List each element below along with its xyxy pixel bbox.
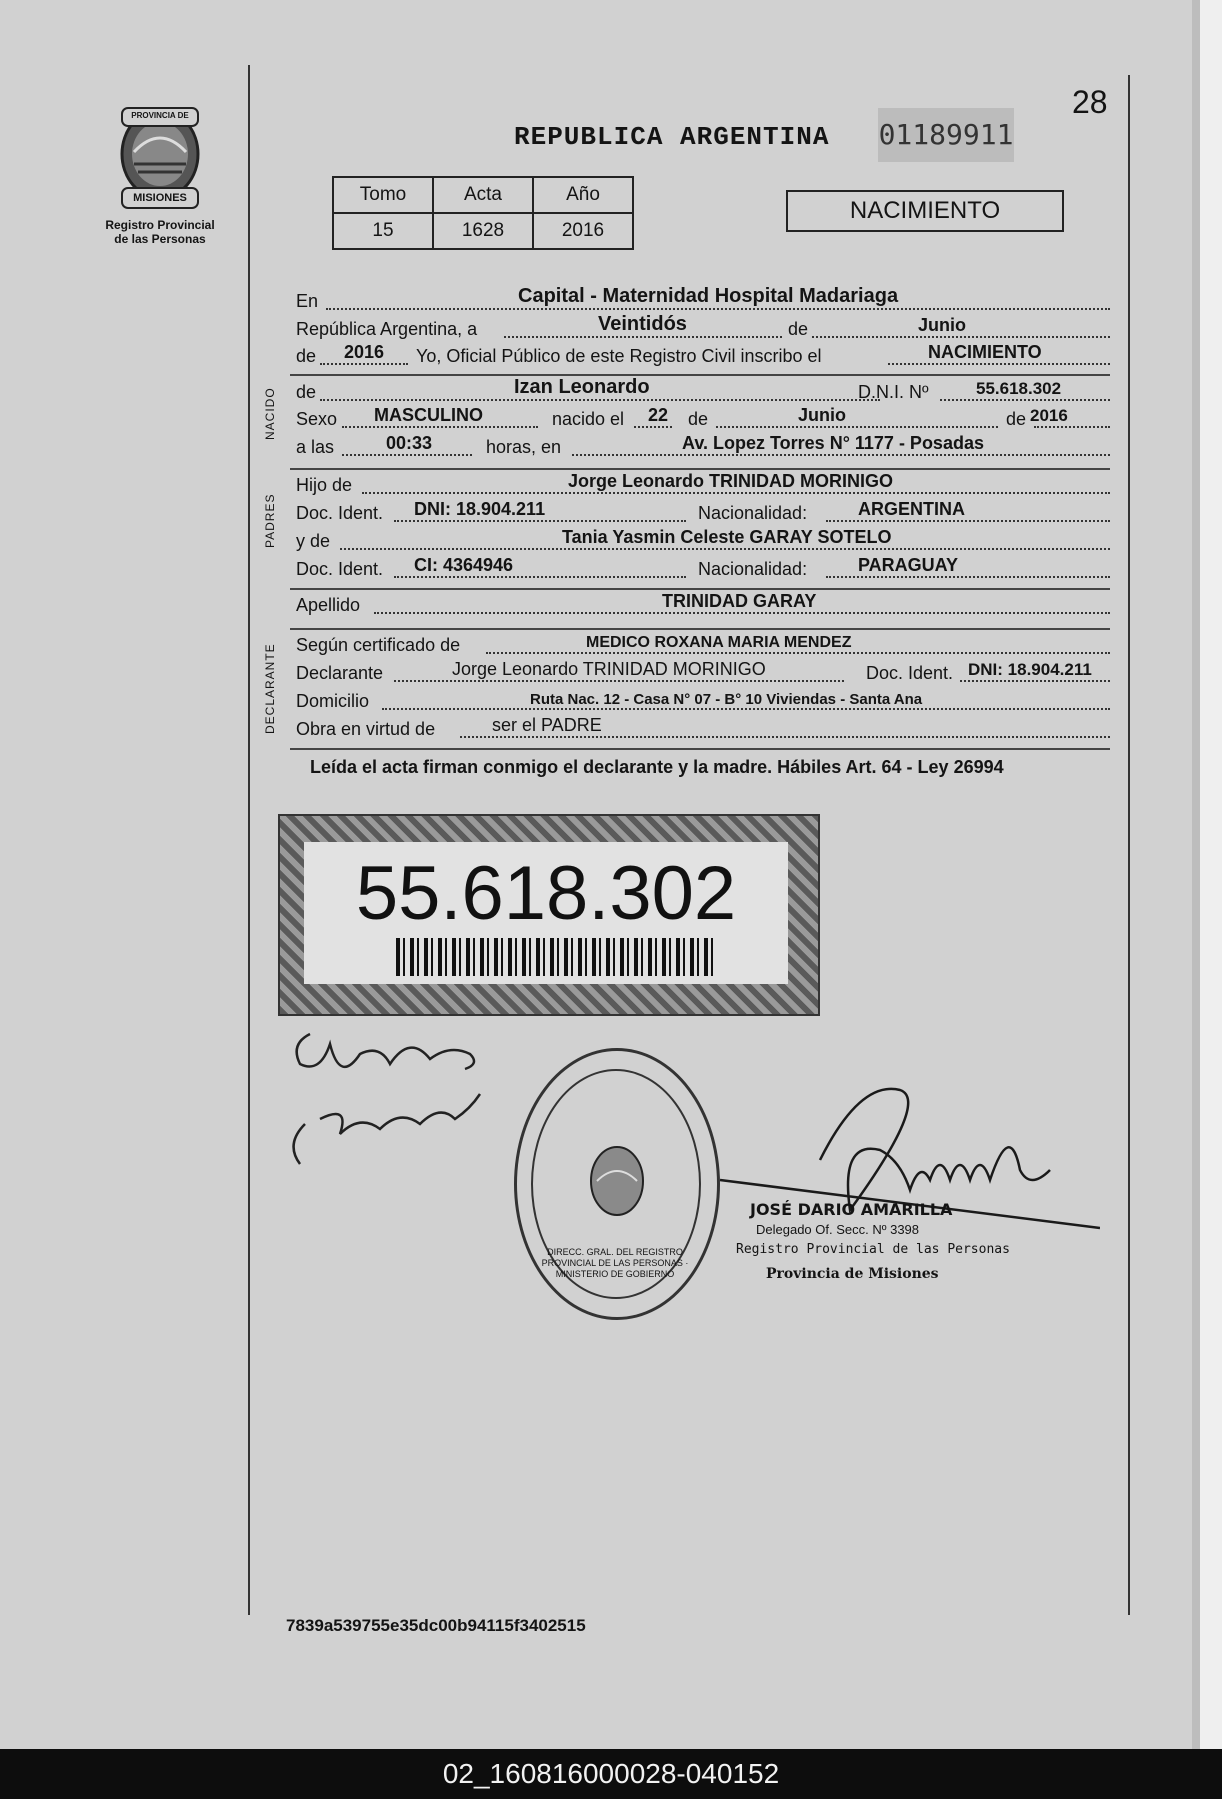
label-de-year: de bbox=[296, 346, 317, 366]
value-month: Junio bbox=[918, 315, 966, 335]
value-mother-doc: CI: 4364946 bbox=[414, 555, 514, 575]
scan-footer-id: 02_160816000028-040152 bbox=[0, 1749, 1222, 1799]
value-type: NACIMIENTO bbox=[928, 342, 1042, 362]
label-domicilio: Domicilio bbox=[296, 691, 370, 711]
value-declarant: Jorge Leonardo TRINIDAD MORINIGO bbox=[452, 659, 766, 679]
ref-value-anio: 2016 bbox=[533, 213, 633, 249]
row-surname bbox=[296, 590, 1110, 616]
value-year: 2016 bbox=[344, 342, 385, 362]
leader bbox=[716, 425, 998, 428]
registry-line-1: Registro Provincial bbox=[105, 218, 215, 232]
emblem-top-text: PROVINCIA DE bbox=[131, 111, 189, 120]
barcode-bars bbox=[396, 938, 716, 976]
row-date bbox=[296, 314, 1110, 340]
value-address: Ruta Nac. 12 - Casa N° 07 - B° 10 Viviendas - Santa Ana bbox=[530, 691, 923, 708]
row-place bbox=[296, 286, 1110, 312]
serial-number: 01189911 bbox=[878, 108, 1014, 162]
label-oficial: Yo, Oficial Público de este Registro Civil inscribo el bbox=[416, 346, 822, 366]
label-de-nombre: de bbox=[296, 382, 317, 402]
barcode-sticker bbox=[278, 814, 820, 1016]
row-father-doc bbox=[296, 498, 1110, 524]
row-mother-doc bbox=[296, 554, 1110, 580]
row-time-place bbox=[296, 432, 1110, 458]
ref-value-row bbox=[333, 213, 633, 249]
value-surname: TRINIDAD GARAY bbox=[662, 591, 817, 611]
row-capacity bbox=[296, 714, 1110, 740]
official-name: JOSÉ DARIO AMARILLA bbox=[750, 1200, 953, 1219]
value-day: Veintidós bbox=[598, 313, 687, 335]
value-birth-year: 2016 bbox=[1030, 406, 1068, 425]
value-mother-nationality: PARAGUAY bbox=[858, 555, 959, 575]
value-dni: 55.618.302 bbox=[976, 379, 1062, 398]
ref-value-tomo: 15 bbox=[333, 213, 433, 249]
row-father bbox=[296, 470, 1110, 496]
left-margin-line bbox=[248, 65, 250, 1615]
value-birth-month: Junio bbox=[798, 405, 846, 425]
record-type-box: NACIMIENTO bbox=[786, 190, 1064, 232]
value-time: 00:33 bbox=[386, 433, 433, 453]
value-mother: Tania Yasmin Celeste GARAY SOTELO bbox=[562, 527, 892, 547]
row-name bbox=[296, 377, 1110, 403]
province-emblem bbox=[108, 104, 212, 214]
row-year-type bbox=[296, 341, 1110, 367]
value-name: Izan Leonardo bbox=[514, 376, 650, 398]
page-edge-shadow bbox=[1192, 0, 1200, 1749]
value-birth-place: Av. Lopez Torres N° 1177 - Posadas bbox=[682, 433, 984, 453]
label-horas-en: horas, en bbox=[486, 437, 562, 457]
value-father: Jorge Leonardo TRINIDAD MORINIGO bbox=[568, 471, 894, 491]
label-doc-ident-2: Doc. Ident. bbox=[296, 559, 384, 579]
row-mother bbox=[296, 526, 1110, 552]
ref-header-acta: Acta bbox=[433, 177, 533, 213]
label-en: En bbox=[296, 291, 319, 311]
value-father-nationality: ARGENTINA bbox=[858, 499, 965, 519]
label-a-las: a las bbox=[296, 437, 335, 457]
label-nacionalidad-2: Nacionalidad: bbox=[698, 559, 808, 579]
label-y-de: y de bbox=[296, 531, 331, 551]
registry-line-2: de las Personas bbox=[114, 232, 206, 246]
right-margin-line bbox=[1128, 75, 1130, 1615]
label-hijo-de: Hijo de bbox=[296, 475, 353, 495]
value-sex: MASCULINO bbox=[374, 405, 483, 425]
barcode-number: 55.618.302 bbox=[355, 851, 737, 936]
label-dni: D.N.I. Nº bbox=[858, 382, 929, 402]
emblem-bottom-text: MISIONES bbox=[133, 192, 187, 204]
row-sex-birth bbox=[296, 404, 1110, 430]
value-birth-day: 22 bbox=[648, 405, 669, 425]
value-capacity: ser el PADRE bbox=[492, 715, 602, 735]
label-doc-ident-1: Doc. Ident. bbox=[296, 503, 384, 523]
row-address bbox=[296, 686, 1110, 712]
row-declarant bbox=[296, 658, 1110, 684]
label-de2: de bbox=[688, 409, 709, 429]
value-father-doc: DNI: 18.904.211 bbox=[414, 499, 546, 519]
country-title: REPUBLICA ARGENTINA bbox=[514, 122, 830, 152]
label-nacionalidad-1: Nacionalidad: bbox=[698, 503, 808, 523]
barcode-panel bbox=[304, 842, 788, 984]
section-rule bbox=[290, 374, 1110, 376]
label-republica: República Argentina, a bbox=[296, 319, 478, 339]
section-rule bbox=[290, 748, 1110, 750]
value-place: Capital - Maternidad Hospital Madariaga bbox=[518, 285, 899, 307]
side-label-declarante: DECLARANTE bbox=[263, 643, 277, 734]
page-number: 28 bbox=[1072, 84, 1108, 120]
label-de-mes: de bbox=[788, 319, 809, 339]
round-seal bbox=[514, 1048, 720, 1320]
label-nacido-el: nacido el bbox=[552, 409, 625, 429]
label-segun: Según certificado de bbox=[296, 635, 461, 655]
value-certificate: MEDICO ROXANA MARIA MENDEZ bbox=[586, 634, 852, 651]
ref-header-row bbox=[333, 177, 633, 213]
row-certificate bbox=[296, 630, 1110, 656]
signatures-left bbox=[280, 1014, 520, 1174]
round-seal-text: DIRECC. GRAL. DEL REGISTRO PROVINCIAL DE LAS PERSONAS · MINISTERIO DE GOBIERNO bbox=[541, 1247, 689, 1279]
label-declarante: Declarante bbox=[296, 663, 384, 683]
value-declarant-doc: DNI: 18.904.211 bbox=[968, 660, 1092, 679]
ref-header-anio: Año bbox=[533, 177, 633, 213]
side-label-padres: PADRES bbox=[263, 493, 277, 548]
volume-record-year-table bbox=[332, 176, 634, 250]
side-label-nacido: NACIDO bbox=[263, 387, 277, 440]
document-hash: 7839a539755e35dc00b94115f3402515 bbox=[286, 1616, 586, 1635]
official-registry: Registro Provincial de las Personas bbox=[736, 1242, 1010, 1257]
official-province: Provincia de Misiones bbox=[766, 1266, 939, 1282]
ref-header-tomo: Tomo bbox=[333, 177, 433, 213]
official-role: Delegado Of. Secc. Nº 3398 bbox=[756, 1222, 920, 1237]
label-apellido: Apellido bbox=[296, 595, 361, 615]
closing-statement: Leída el acta firman conmigo el declarante y la madre. Hábiles Art. 64 - Ley 26994 bbox=[310, 757, 1004, 777]
page-edge bbox=[1200, 0, 1222, 1749]
ref-value-acta: 1628 bbox=[433, 213, 533, 249]
label-de3: de bbox=[1006, 409, 1027, 429]
label-obra: Obra en virtud de bbox=[296, 719, 436, 739]
seal-emblem-icon bbox=[587, 1141, 647, 1221]
label-sexo: Sexo bbox=[296, 409, 338, 429]
registry-caption bbox=[92, 218, 228, 246]
label-doc-ident-3: Doc. Ident. bbox=[866, 663, 954, 683]
